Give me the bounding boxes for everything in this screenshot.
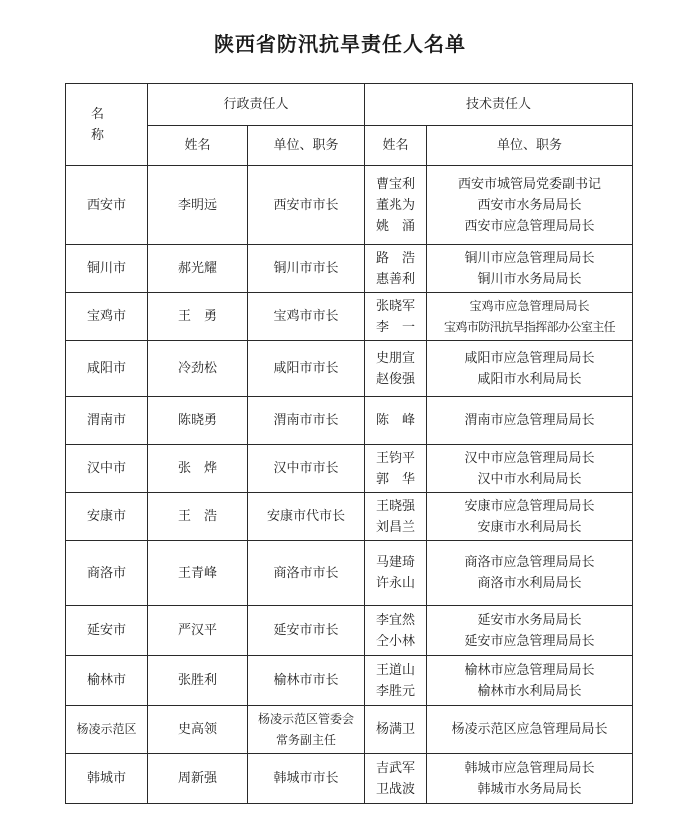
city-cell: 商洛市 — [66, 541, 148, 606]
header-tech-unit: 单位、职务 — [427, 126, 633, 166]
tech-unit-cell — [427, 656, 633, 706]
tech-unit-cell — [427, 293, 633, 341]
tech-unit-cell — [427, 493, 633, 541]
tech-name: 王道山 — [376, 662, 416, 678]
tech-name-cell — [365, 166, 427, 245]
tech-name-cell — [365, 493, 427, 541]
tech-name: 郭 华 — [376, 471, 416, 487]
header-row-group — [66, 84, 633, 126]
tech-name: 吉武军 — [376, 760, 416, 776]
tech-unit: 商洛市应急管理局局长 — [464, 555, 595, 570]
tech-unit-cell — [427, 606, 633, 656]
tech-unit-cell — [427, 445, 633, 493]
tech-unit: 延安市水务局局长 — [477, 612, 582, 628]
admin-name-cell: 张 烨 — [148, 445, 248, 493]
admin-name-cell: 郝光耀 — [148, 245, 248, 293]
table-row — [66, 293, 633, 341]
tech-name: 刘昌兰 — [376, 519, 416, 535]
header-tech-group: 技术责任人 — [365, 84, 633, 126]
tech-unit-cell — [427, 245, 633, 293]
header-row-sub — [66, 126, 633, 166]
tech-name: 曹宝利 — [376, 176, 416, 192]
tech-unit-cell — [427, 754, 633, 804]
tech-unit: 渭南市应急管理局局长 — [464, 413, 595, 428]
tech-name: 李胜元 — [376, 683, 416, 699]
tech-unit-cell — [427, 541, 633, 606]
admin-unit-cell: 铜川市市长 — [248, 245, 365, 293]
tech-name: 姚 涌 — [376, 218, 416, 234]
admin-unit-cell: 西安市市长 — [248, 166, 365, 245]
table-row — [66, 493, 633, 541]
tech-unit: 安康市水利局局长 — [477, 519, 582, 535]
tech-unit: 咸阳市水利局局长 — [477, 371, 582, 387]
table-row — [66, 341, 633, 397]
tech-name-cell — [365, 656, 427, 706]
tech-name: 张晓军 — [376, 298, 416, 314]
admin-name-cell: 周新强 — [148, 754, 248, 804]
tech-unit: 汉中市应急管理局局长 — [464, 450, 595, 466]
tech-name-cell — [365, 754, 427, 804]
city-cell: 榆林市 — [66, 656, 148, 706]
tech-name: 仝小林 — [376, 633, 416, 649]
admin-unit-line: 杨凌示范区管委会 — [258, 711, 355, 726]
table-row — [66, 754, 633, 804]
admin-unit-cell: 商洛市市长 — [248, 541, 365, 606]
city-cell: 韩城市 — [66, 754, 148, 804]
tech-unit: 汉中市水利局局长 — [477, 471, 582, 487]
header-name: 名 称 — [66, 84, 148, 166]
city-cell: 延安市 — [66, 606, 148, 656]
tech-unit-cell — [427, 166, 633, 245]
tech-name: 杨满卫 — [376, 722, 416, 737]
tech-unit: 西安市应急管理局局长 — [464, 218, 595, 234]
header-admin-group: 行政责任人 — [148, 84, 365, 126]
admin-unit-line: 常务副主任 — [276, 732, 337, 747]
tech-unit: 杨凌示范区应急管理局局长 — [451, 722, 608, 737]
admin-name-cell: 严汉平 — [148, 606, 248, 656]
tech-name: 李 一 — [376, 319, 416, 335]
admin-name-cell: 史高领 — [148, 706, 248, 754]
admin-unit-cell: 安康市代市长 — [248, 493, 365, 541]
admin-unit-cell: 汉中市市长 — [248, 445, 365, 493]
tech-unit: 铜川市水务局局长 — [477, 271, 582, 287]
tech-unit: 铜川市应急管理局局长 — [464, 250, 595, 266]
tech-unit: 咸阳市应急管理局局长 — [464, 350, 595, 366]
tech-unit-cell — [427, 706, 633, 754]
tech-unit: 韩城市应急管理局局长 — [464, 760, 595, 776]
city-cell: 西安市 — [66, 166, 148, 245]
admin-unit-cell: 咸阳市市长 — [248, 341, 365, 397]
tech-name-cell — [365, 293, 427, 341]
table-row — [66, 606, 633, 656]
tech-unit-cell — [427, 341, 633, 397]
city-cell: 渭南市 — [66, 397, 148, 445]
tech-name-cell — [365, 397, 427, 445]
tech-name-cell — [365, 341, 427, 397]
header-admin-person: 姓名 — [148, 126, 248, 166]
tech-name: 许永山 — [376, 576, 416, 591]
tech-unit: 榆林市水利局局长 — [477, 683, 582, 699]
admin-unit-cell: 渭南市市长 — [248, 397, 365, 445]
tech-unit: 西安市水务局局长 — [477, 197, 582, 213]
tech-name: 史朋宣 — [376, 350, 416, 366]
city-cell: 咸阳市 — [66, 341, 148, 397]
admin-name-cell: 陈晓勇 — [148, 397, 248, 445]
table-row — [66, 656, 633, 706]
document-title: 陕西省防汛抗旱责任人名单 — [214, 32, 466, 56]
city-cell: 铜川市 — [66, 245, 148, 293]
table-row — [66, 706, 633, 754]
admin-name-cell: 李明远 — [148, 166, 248, 245]
tech-name-cell — [365, 541, 427, 606]
tech-unit-cell — [427, 397, 633, 445]
admin-unit-cell: 榆林市市长 — [248, 656, 365, 706]
tech-name: 路 浩 — [376, 250, 416, 266]
tech-unit: 西安市城管局党委副书记 — [458, 176, 602, 192]
city-cell: 汉中市 — [66, 445, 148, 493]
tech-name-cell — [365, 706, 427, 754]
table-row — [66, 541, 633, 606]
table-row — [66, 397, 633, 445]
tech-name: 马建琦 — [376, 555, 416, 570]
tech-unit: 榆林市应急管理局局长 — [464, 662, 595, 678]
city-cell: 安康市 — [66, 493, 148, 541]
admin-unit-cell: 韩城市市长 — [248, 754, 365, 804]
admin-name-cell: 王 浩 — [148, 493, 248, 541]
admin-unit-cell — [248, 706, 365, 754]
tech-unit: 延安市应急管理局局长 — [464, 633, 595, 649]
admin-unit-cell: 延安市市长 — [248, 606, 365, 656]
table-row — [66, 166, 633, 245]
tech-name: 董兆为 — [376, 197, 416, 213]
admin-name-cell: 张胜利 — [148, 656, 248, 706]
tech-name: 卫战波 — [376, 781, 416, 797]
tech-unit: 安康市应急管理局局长 — [464, 498, 595, 514]
city-cell: 宝鸡市 — [66, 293, 148, 341]
tech-name: 王晓强 — [376, 498, 416, 514]
header-admin-unit: 单位、职务 — [248, 126, 365, 166]
header-tech-person: 姓名 — [365, 126, 427, 166]
city-cell: 杨凌示范区 — [66, 706, 148, 754]
admin-unit-cell: 宝鸡市市长 — [248, 293, 365, 341]
table-row — [66, 445, 633, 493]
tech-unit: 宝鸡市应急管理局局长 — [469, 298, 590, 313]
tech-name-cell — [365, 245, 427, 293]
table-row — [66, 245, 633, 293]
tech-name: 赵俊强 — [376, 371, 416, 387]
tech-name: 陈 峰 — [376, 413, 416, 428]
tech-name: 李宜然 — [376, 612, 416, 628]
tech-unit: 商洛市水利局局长 — [477, 576, 582, 591]
tech-unit: 宝鸡市防汛抗旱指挥部办公室主任 — [444, 319, 616, 334]
tech-unit: 韩城市水务局局长 — [477, 781, 582, 797]
tech-name: 惠善利 — [376, 271, 416, 287]
tech-name-cell — [365, 606, 427, 656]
admin-name-cell: 王 勇 — [148, 293, 248, 341]
tech-name-cell — [365, 445, 427, 493]
admin-name-cell: 冷劲松 — [148, 341, 248, 397]
responsibility-table — [65, 83, 633, 804]
admin-name-cell: 王青峰 — [148, 541, 248, 606]
tech-name: 王钧平 — [376, 450, 416, 466]
